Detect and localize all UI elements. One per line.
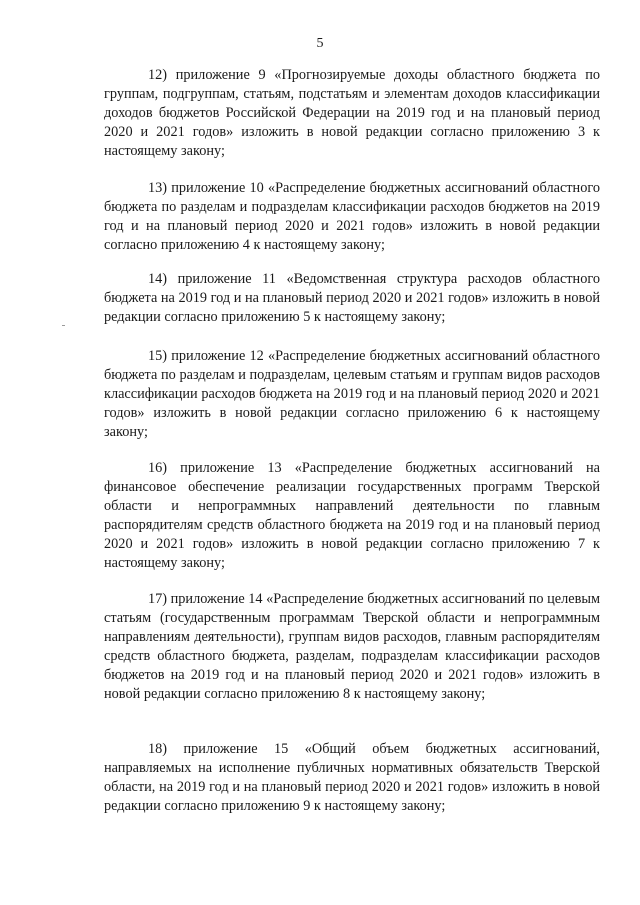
page-number: 5 [316,36,324,51]
scan-artifact [62,325,65,326]
amendment-item-13: 13) приложение 10 «Распределение бюджетных ассигнований областного бюджета по разделам и подразделам классификации расходов бюджетов на 2019 год и на плановый период 2020 и 2021 годов» изложить в новой редакции согласно приложению 4 к настоящему закону; [104,180,600,254]
amendment-item-17: 17) приложение 14 «Распределение бюджетных ассигнований по целевым статьям (государственным программам Тверской области и непрограммным направлениям деятельности), группам видов расходов, главным распорядителям средств областного бюджета, разделам, подразделам классификации расходов бюджетов на 2019 год и на плановый период 2020 и 2021 годов» изложить в новой редакции согласно приложению 8 к настоящему закону; [104,591,601,703]
amendment-item-18: 18) приложение 15 «Общий объем бюджетных ассигнований, направляемых на исполнение публичных нормативных обязательств Тверской области, на 2019 год и на плановый период 2020 и 2021 годов» изложить в новой редакции согласно приложению 9 к настоящему закону; [104,741,600,815]
amendment-item-16: 16) приложение 13 «Распределение бюджетных ассигнований на финансовое обеспечение реализации государственных программ Тверской области и непрограммных направлений деятельности по главным распорядителям средств областного бюджета на 2019 год и на плановый период 2020 и 2021 годов» изложить в новой редакции согласно приложению 7 к настоящему закону; [104,460,600,572]
amendment-item-12: 12) приложение 9 «Прогнозируемые доходы областного бюджета по группам, подгруппам, статьям, подстатьям и элементам доходов классификации доходов бюджетов Российской Федерации на 2019 год и на плановый период 2020 и 2021 годов» изложить в новой редакции согласно приложению 3 к настоящему закону; [104,67,600,160]
amendment-item-15: 15) приложение 12 «Распределение бюджетных ассигнований областного бюджета по разделам и подразделам, целевым статьям и группам видов расходов классификации расходов бюджета на 2019 год и на плановый период 2020 и 2021 годов» изложить в новой редакции согласно приложению 6 к настоящему закону; [104,348,600,441]
amendment-item-14: 14) приложение 11 «Ведомственная структура расходов областного бюджета на 2019 год и на плановый период 2020 и 2021 годов» изложить в новой редакции согласно приложению 5 к настоящему закону; [104,271,600,326]
